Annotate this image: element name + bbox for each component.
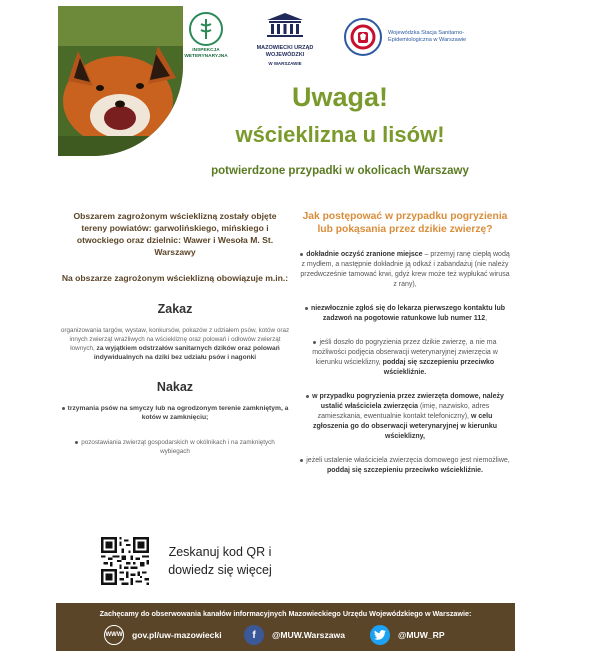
fox-photo bbox=[58, 6, 183, 156]
wsse-logo bbox=[344, 18, 474, 56]
caduceus-icon bbox=[189, 12, 223, 46]
bullet-icon bbox=[300, 253, 303, 256]
nakaz-item-2-text: pozostawiania zwierząt gospodarskich w okólnikach i na zamkniętych wybiegach bbox=[81, 439, 275, 455]
footer-website-label: gov.pl/uw-mazowiecki bbox=[132, 630, 222, 640]
footer-title: Zachęcamy do obserwowania kanałów informacyjnych Mazowieckiego Urzędu Wojewódzkiego w Warszawie: bbox=[99, 609, 472, 618]
nakaz-heading: Nakaz bbox=[156, 380, 194, 394]
nakaz-item-1-text: trzymania psów na smyczy lub na ogrodzonym terenie zamkniętym, a kotów w zamknięciu; bbox=[67, 405, 289, 421]
instruction-item-1 bbox=[300, 250, 510, 290]
bullet-icon bbox=[300, 459, 303, 462]
zakaz-heading: Zakaz bbox=[157, 302, 193, 316]
bullet-icon bbox=[305, 307, 308, 310]
instruction-1-bold: dokładnie oczyść zranione miejsce bbox=[306, 251, 423, 258]
www-icon: WWW bbox=[104, 625, 124, 645]
bullet-icon bbox=[313, 341, 316, 344]
instruction-2-bold: niezwłocznie zgłoś się do lekarza pierwszego kontaktu lub zadzwoń na pogotowie ratunkowe lub numer 112 bbox=[310, 305, 506, 322]
left-column bbox=[60, 210, 290, 456]
nakaz-item-1 bbox=[60, 404, 290, 422]
instruction-2-text: , bbox=[485, 315, 488, 322]
bullet-icon bbox=[306, 395, 309, 398]
headline-subtitle: potwierdzone przypadki w okolicach Warszawy bbox=[211, 165, 469, 177]
bite-instructions-heading: Jak postępować w przypadku pogryzienia lub pokąsania przez dzikie zwierzę? bbox=[302, 211, 508, 235]
instruction-4-bold-2: w celu zgłoszenia go do obserwacji weterynaryjnej w kierunku wścieklizny, bbox=[313, 413, 497, 440]
instruction-4-bold: w przypadku pogryzienia przez zwierzęta domowe, należy ustalić właściciela zwierzęcia bbox=[312, 393, 504, 410]
zakaz-text-bold: za wyjątkiem odstrzałów sanitarnych dzików oraz polowań indywidualnych na dziki bez udziału psów i nagonki bbox=[93, 345, 280, 361]
zakaz-text-normal: organizowania targów, wystaw, konkursów, pokazów z udziałem psów, kotów oraz innych zwierząt wrażliwych na wściekliznę oraz polowań i odłowów zwierząt łownych, bbox=[60, 327, 290, 352]
footer-facebook-label: @MUW.Warszawa bbox=[272, 630, 346, 640]
instruction-4-text: (imię, nazwisko, adres zamieszkania, ewentualnie kontakt telefoniczny), bbox=[317, 403, 490, 420]
rules-intro: Na obszarze zagrożonym wścieklizną obowiązuje m.in.: bbox=[61, 273, 289, 283]
instruction-3-text: jeśli doszło do pogryzienia przez dzikie zwierzę, a nie ma możliwości podjęcia obserwacji weterynaryjnej zwierzęcia w kierunku wścieklizny, bbox=[312, 339, 498, 366]
instruction-item-5 bbox=[300, 456, 510, 476]
wsse-logo-text: Wojewódzka Stacja Sanitarno-Epidemiologiczna w Warszawie bbox=[388, 30, 467, 43]
facebook-icon: f bbox=[244, 625, 264, 645]
footer-website[interactable] bbox=[104, 625, 222, 645]
instruction-item-2 bbox=[300, 304, 510, 324]
qr-caption: Zeskanuj kod QR i dowiedz się więcej bbox=[168, 545, 272, 577]
qr-code[interactable] bbox=[101, 537, 149, 585]
headline-uwaga: Uwaga! bbox=[291, 82, 389, 112]
instruction-5-text: jeżeli ustalenie właściciela zwierzęcia domowego jest niemożliwe, bbox=[306, 457, 510, 464]
headline-title: wścieklizna u lisów! bbox=[235, 122, 445, 147]
instruction-5-bold: poddaj się szczepieniu przeciwko wściekliźnie. bbox=[327, 467, 483, 474]
affected-area-text: Obszarem zagrożonym wścieklizną zostały objęte tereny powiatów: garwolińskiego, mińskiego i otwockiego oraz dzielnic: Wawer i Wesoła M. St. Warszawy bbox=[73, 211, 277, 257]
vet-logo-text: INSPEKCJA WETERYNARYJNA bbox=[184, 48, 228, 59]
instruction-item-4 bbox=[300, 392, 510, 442]
veterinary-inspection-logo bbox=[180, 12, 232, 60]
bullet-icon bbox=[75, 441, 78, 444]
muw-logo bbox=[250, 12, 320, 66]
bullet-icon bbox=[62, 407, 65, 410]
footer-bar bbox=[56, 603, 515, 651]
footer-twitter-label: @MUW_RP bbox=[398, 630, 445, 640]
right-column bbox=[300, 210, 510, 476]
building-icon bbox=[265, 12, 305, 38]
muw-logo-name: MAZOWIECKI URZĄD WOJEWÓDZKI bbox=[256, 45, 314, 58]
eagle-seal-icon bbox=[344, 18, 382, 56]
muw-logo-city: W WARSZAWIE bbox=[268, 61, 302, 66]
instruction-item-3 bbox=[300, 338, 510, 378]
nakaz-item-2 bbox=[60, 438, 290, 456]
twitter-icon bbox=[370, 625, 390, 645]
footer-facebook[interactable] bbox=[244, 625, 345, 645]
instruction-1-text: – przemyj ranę ciepłą wodą z mydłem, a następnie dokładnie ją odkaź i zabandażuj (nie należy przedwcześnie tamować krwi, gdyż krew może też wypłukać wirusa z rany), bbox=[300, 251, 510, 288]
footer-twitter[interactable] bbox=[370, 625, 445, 645]
zakaz-text bbox=[60, 326, 290, 362]
instruction-3-bold: poddaj się szczepieniu przeciwko wściekliźnie. bbox=[380, 359, 495, 376]
